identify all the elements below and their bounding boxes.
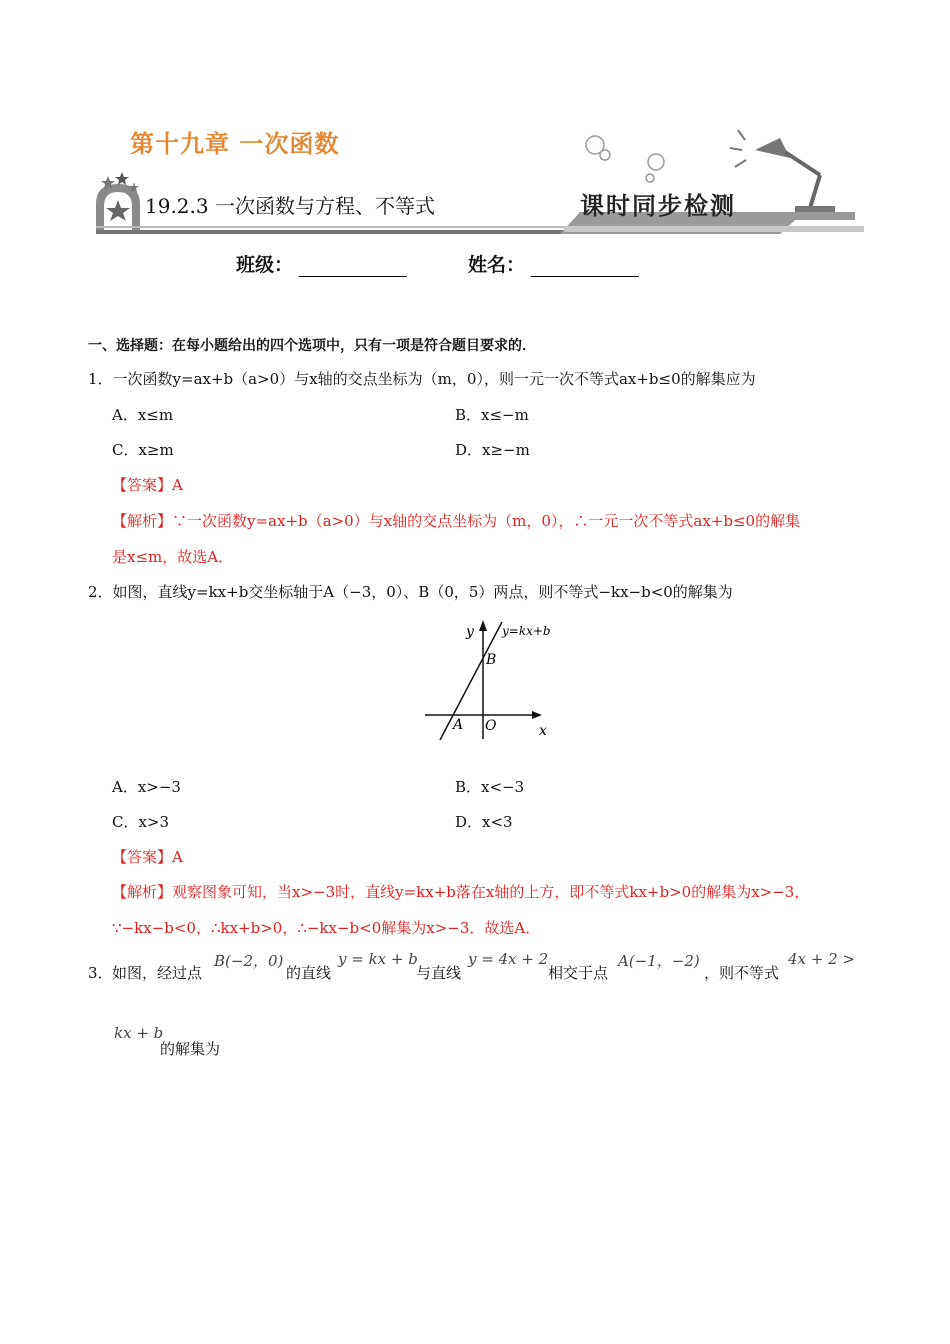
q3-text-6: 的解集为 xyxy=(160,1040,221,1058)
q1-number: 1． xyxy=(88,370,113,388)
name-field xyxy=(468,250,639,277)
q3-number: 3． xyxy=(88,964,113,982)
desk-lamp-icon xyxy=(730,130,835,212)
fig-x-label: x xyxy=(539,723,547,739)
name-label: 姓名： xyxy=(468,254,526,276)
q3-text-1: 如图，经过点 xyxy=(112,964,203,982)
chapter-title: 第十九章 一次函数 xyxy=(130,130,340,158)
q3-math-rhs: kx + b xyxy=(114,1024,164,1042)
question-1 xyxy=(88,368,756,389)
name-blank[interactable] xyxy=(531,258,639,277)
q3-text-5: ，则不等式 xyxy=(704,964,780,982)
fig-origin: O xyxy=(485,718,497,734)
class-blank[interactable] xyxy=(299,258,407,277)
q1-option-b: B．x≤−m xyxy=(455,406,529,424)
x-axis-arrow-icon xyxy=(532,711,542,719)
q2-answer: 【答案】A xyxy=(112,848,183,866)
q2-analysis-line1: 【解析】观察图象可知，当x>−3时，直线y=kx+b落在x轴的上方，即不等式kx+b>0的解集为x>−3， xyxy=(112,883,810,901)
class-field xyxy=(236,250,407,277)
q2-number: 2． xyxy=(88,583,113,601)
question-2 xyxy=(88,581,733,602)
q2-analysis-line2: ∵−kx−b<0，∴kx+b>0，∴−kx−b<0解集为x>−3．故选A． xyxy=(112,919,541,937)
class-label: 班级： xyxy=(236,254,294,276)
q3-math-line-1: y = kx + b xyxy=(338,950,418,968)
q1-option-d: D．x≥−m xyxy=(455,441,530,459)
section-title: 19.2.3 一次函数与方程、不等式 xyxy=(145,194,435,218)
q3-math-point-b: B(−2，0) xyxy=(214,952,284,970)
q3-text-2: 的直线 xyxy=(286,964,332,982)
q1-stem: 一次函数y=ax+b（a>0）与x轴的交点坐标为（m，0），则一元一次不等式ax+b≤0的解集应为 xyxy=(112,370,756,388)
q2-stem: 如图，直线y=kx+b交坐标轴于A（−3，0）、B（0，5）两点，则不等式−kx−b<0的解集为 xyxy=(112,583,733,601)
fig-y-label: y xyxy=(466,624,474,640)
bubbles-icon xyxy=(586,136,664,182)
q3-text-3: 与直线 xyxy=(416,964,462,982)
q1-option-a: A．x≤m xyxy=(112,406,174,424)
q2-option-b: B．x<−3 xyxy=(455,778,525,796)
q1-analysis-line1: 【解析】∵一次函数y=ax+b（a>0）与x轴的交点坐标为（m，0），∴一元一次不等式ax+b≤0的解集 xyxy=(112,512,801,530)
q3-math-point-a: A(−1，−2) xyxy=(618,952,700,970)
fig-point-a: A xyxy=(453,717,464,733)
q2-option-a: A．x>−3 xyxy=(112,778,181,796)
q2-figure xyxy=(420,614,560,744)
q3-math-ineq: 4x + 2 > xyxy=(788,950,855,968)
q1-option-c: C．x≥m xyxy=(112,441,174,459)
q3-math-line-2: y = 4x + 2 xyxy=(468,950,549,968)
part-title: 一、选择题：在每小题给出的四个选项中，只有一项是符合题目要求的． xyxy=(88,338,536,354)
fig-point-b: B xyxy=(486,652,497,668)
q3-text-4: 相交于点 xyxy=(548,964,609,982)
q1-answer: 【答案】A xyxy=(112,476,183,494)
q2-option-d: D．x<3 xyxy=(455,813,513,831)
brand-title: 课时同步检测 xyxy=(580,191,736,220)
y-axis-arrow-icon xyxy=(479,620,487,631)
q2-option-c: C．x>3 xyxy=(112,813,170,831)
fig-line-label: y=kx+b xyxy=(502,624,551,638)
star-badge-icon xyxy=(96,172,140,230)
q1-analysis-line2: 是x≤m，故选A． xyxy=(112,548,234,566)
